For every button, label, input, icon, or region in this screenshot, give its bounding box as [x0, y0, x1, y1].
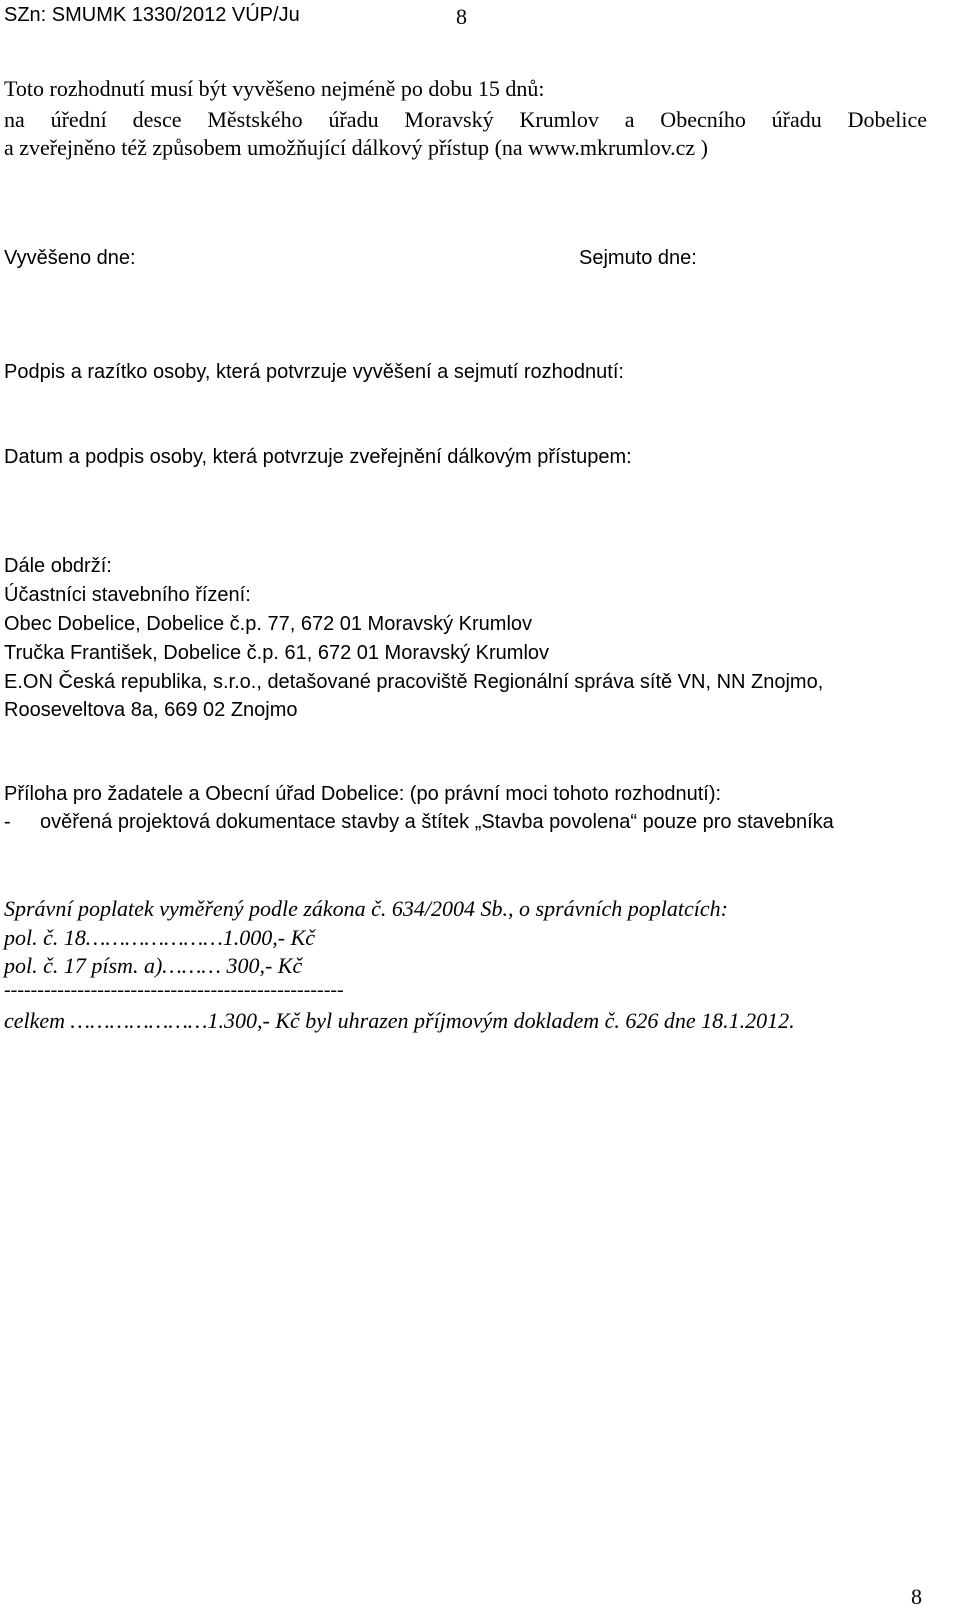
recipient-item: Obec Dobelice, Dobelice č.p. 77, 672 01 Moravský Krumlov — [4, 613, 533, 635]
posted-date-label: Vyvěšeno dne: — [4, 247, 136, 269]
page-number-bottom: 8 — [911, 1584, 922, 1609]
page-number-top: 8 — [456, 4, 467, 29]
fee-line: pol. č. 17 písm. a)……… 300,- Kč — [4, 953, 303, 978]
recipient-item: E.ON Česká republika, s.r.o., detašované pracoviště Regionální správa sítě VN, NN Znojmo, — [4, 671, 824, 693]
fee-total: celkem …………………1.300,- Kč byl uhrazen příjmovým dokladem č. 626 dne 18.1.2012. — [4, 1008, 795, 1033]
attachment-bullet: - — [4, 811, 11, 833]
posting-notice-line2: na úřední desce Městského úřadu Moravský Krumlov a Obecního úřadu Dobelice — [4, 107, 927, 132]
posting-notice-line1: Toto rozhodnutí musí být vyvěšeno nejméně po dobu 15 dnů: — [4, 76, 545, 101]
recipients-heading: Dále obdrží: — [4, 555, 112, 577]
attachment-item: ověřená projektová dokumentace stavby a štítek „Stavba povolena“ pouze pro stavebníka — [40, 811, 834, 833]
fee-separator: --------------------------------------------------- — [4, 979, 344, 1001]
stamp-signature-label: Podpis a razítko osoby, která potvrzuje vyvěšení a sejmutí rozhodnutí: — [4, 361, 624, 383]
remote-signature-label: Datum a podpis osoby, která potvrzuje zveřejnění dálkovým přístupem: — [4, 446, 632, 468]
recipients-subheading: Účastníci stavebního řízení: — [4, 584, 251, 606]
recipient-item: Rooseveltova 8a, 669 02 Znojmo — [4, 699, 298, 721]
fee-heading: Správní poplatek vyměřený podle zákona č. 634/2004 Sb., o správních poplatcích: — [4, 896, 729, 921]
posting-notice-line3: a zveřejněno též způsobem umožňující dálkový přístup (na www.mkrumlov.cz ) — [4, 135, 708, 160]
removed-date-label: Sejmuto dne: — [579, 247, 697, 269]
recipient-item: Tručka František, Dobelice č.p. 61, 672 01 Moravský Krumlov — [4, 642, 550, 664]
file-reference: SZn: SMUMK 1330/2012 VÚP/Ju — [4, 4, 300, 26]
fee-line: pol. č. 18…………………1.000,- Kč — [4, 925, 316, 950]
attachment-heading: Příloha pro žadatele a Obecní úřad Dobelice: (po právní moci tohoto rozhodnutí): — [4, 783, 722, 805]
